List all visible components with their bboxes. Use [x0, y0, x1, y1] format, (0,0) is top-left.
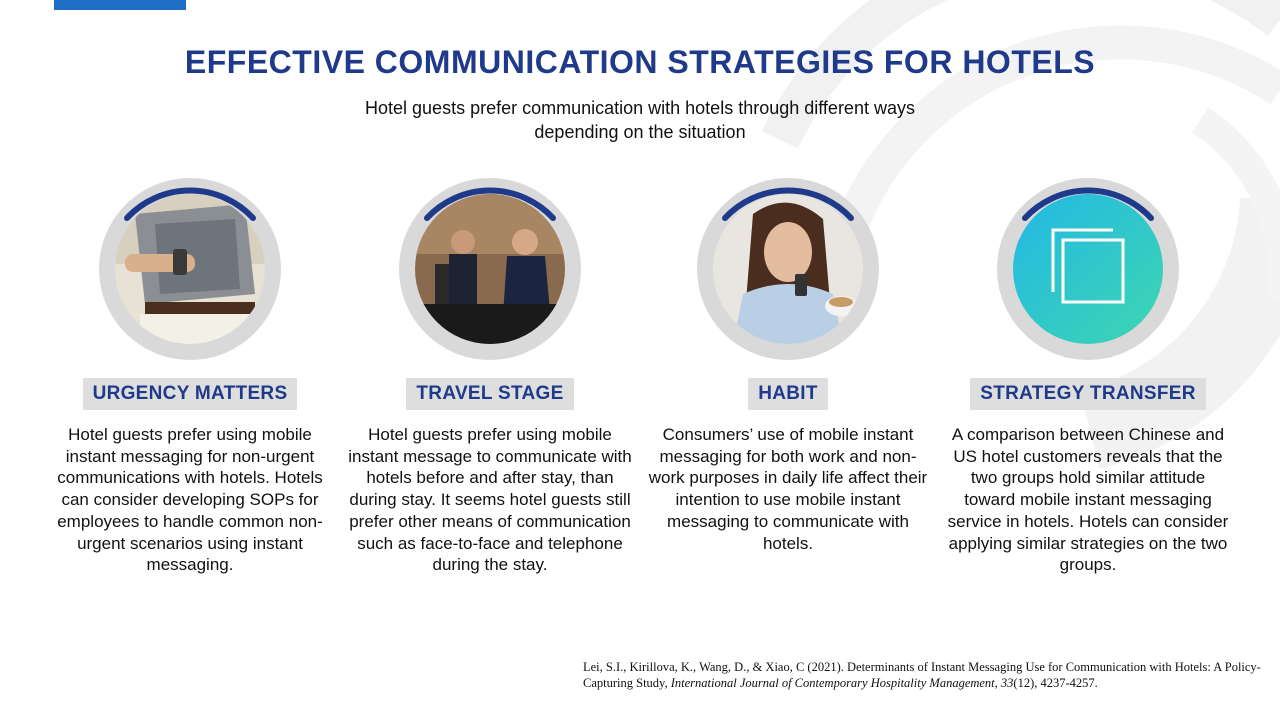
subtitle-line-2: depending on the situation	[534, 122, 746, 142]
strategy-image-circle	[99, 178, 281, 360]
strategy-label: TRAVEL STAGE	[406, 378, 573, 410]
accent-arc	[997, 178, 1179, 360]
strategy-card-urgency	[45, 178, 335, 576]
strategy-card-strategy-transfer	[943, 178, 1233, 576]
strategy-description: Hotel guests prefer using mobile instant messaging for non-urgent communications with hotels. Hotels can consider developing SOPs for employees to handle common non-urgent scenarios using instant messaging.	[57, 425, 323, 575]
strategy-description: Consumers’ use of mobile instant messaging for both work and non-work purposes in daily life affect their intention to use mobile instant messaging to communicate with hotels.	[648, 425, 928, 553]
reference-citation	[583, 659, 1273, 691]
strategy-description: Hotel guests prefer using mobile instant message to communicate with hotels before and after stay, than during stay. It seems hotel guests still prefer other means of communication such as face-to-face and telephone during the stay.	[348, 425, 632, 575]
strategy-description: A comparison between Chinese and US hotel customers reveals that the two groups hold similar attitude toward mobile instant messaging service in hotels. Hotels can consider applying similar strategies on the two groups.	[947, 425, 1229, 575]
page-title: EFFECTIVE COMMUNICATION STRATEGIES FOR HOTELS	[184, 44, 1096, 80]
strategy-image-circle	[697, 178, 879, 360]
subtitle-line-1: Hotel guests prefer communication with hotels through different ways	[365, 98, 915, 118]
strategy-card-habit	[643, 178, 933, 554]
reference-issue-pages: (12), 4237-4257.	[1013, 676, 1098, 690]
strategy-label: URGENCY MATTERS	[83, 378, 298, 410]
strategy-image-circle	[399, 178, 581, 360]
strategy-label: HABIT	[748, 378, 828, 410]
accent-arc	[99, 178, 281, 360]
reference-authors: Lei, S.I., Kirillova, K., Wang, D., & Xiao, C (2021). Determinants of Instant Messaging Use for Communication with Hotels: A Policy-Capturing Study,	[583, 660, 1261, 690]
strategy-card-travel-stage	[345, 178, 635, 576]
strategy-image-circle	[997, 178, 1179, 360]
top-accent-bar	[54, 0, 186, 10]
accent-arc	[697, 178, 879, 360]
page-subtitle	[320, 96, 960, 144]
accent-arc	[399, 178, 581, 360]
reference-journal: International Journal of Contemporary Hospitality Management, 33	[670, 676, 1014, 690]
strategy-label: STRATEGY TRANSFER	[970, 378, 1206, 410]
